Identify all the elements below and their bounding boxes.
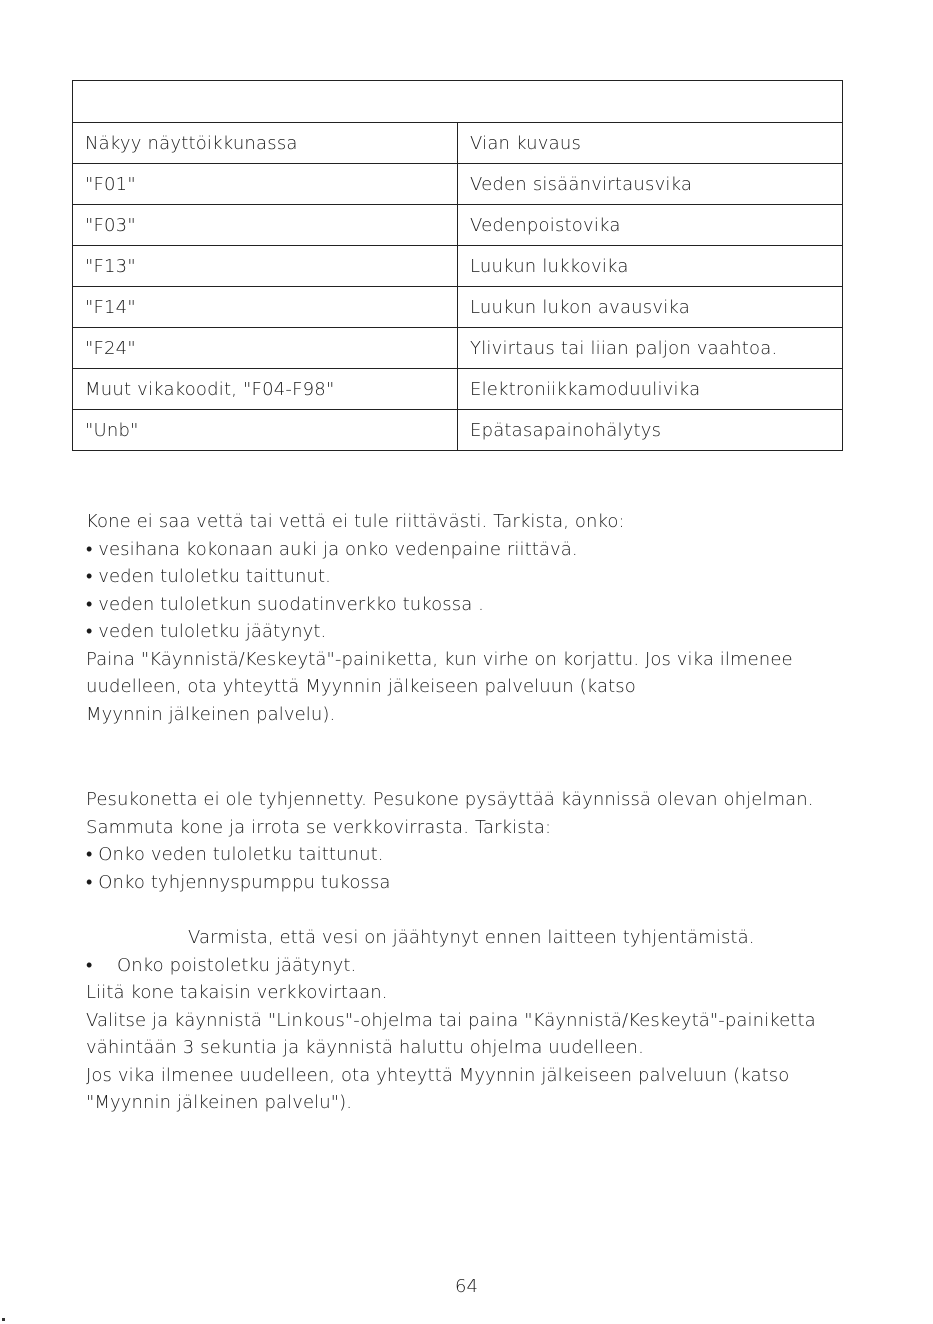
column-header-description: Vian kuvaus	[458, 123, 843, 164]
check-item: • veden tuloletku jäätynyt.	[86, 621, 327, 642]
error-code-cell: "F13"	[73, 246, 458, 287]
error-code-cell: "Unb"	[73, 410, 458, 451]
table-title-row	[73, 81, 843, 123]
bullet: •	[86, 954, 93, 976]
water-inlet-fault-section	[86, 508, 846, 728]
error-code-cell: "F24"	[73, 328, 458, 369]
instruction-line: Jos vika ilmenee uudelleen, ota yhteyttä Myynnin jälkeiseen palveluun (katso	[86, 1064, 790, 1086]
check-item: • veden tuloletku taittunut.	[86, 566, 331, 587]
error-code-cell: Muut vikakoodit, "F04-F98"	[73, 369, 458, 410]
drain-fault-continuation	[86, 924, 846, 1117]
check-item	[86, 952, 846, 980]
table-row	[73, 246, 843, 287]
table-row	[73, 328, 843, 369]
error-description-cell: Epätasapainohälytys	[458, 410, 843, 451]
instruction-line: Sammuta kone ja irrota se verkkovirrasta. Tarkista:	[86, 816, 552, 838]
check-item: • Onko tyhjennyspumppu tukossa	[86, 871, 391, 893]
section-intro: Pesukonetta ei ole tyhjennetty. Pesukone pysäyttää käynnissä olevan ohjelman.	[86, 789, 814, 810]
check-item: • Onko veden tuloletku taittunut.	[86, 844, 384, 865]
error-description-cell: Veden sisäänvirtausvika	[458, 164, 843, 205]
error-code-cell: "F14"	[73, 287, 458, 328]
instruction-line: Myynnin jälkeinen palvelu).	[86, 703, 336, 725]
column-header-display: Näkyy näyttöikkunassa	[73, 123, 458, 164]
scan-mark	[2, 1318, 5, 1321]
instruction-line: Liitä kone takaisin verkkovirtaan.	[86, 982, 388, 1003]
error-description-cell: Elektroniikkamoduulivika	[458, 369, 843, 410]
error-description-cell: Vedenpoistovika	[458, 205, 843, 246]
instruction-line: "Myynnin jälkeinen palvelu").	[86, 1092, 353, 1113]
check-item: • vesihana kokonaan auki ja onko vedenpaine riittävä.	[86, 538, 578, 560]
error-description-cell: Luukun lukon avausvika	[458, 287, 843, 328]
table-row	[73, 410, 843, 451]
check-item: • veden tuloletkun suodatinverkko tukossa .	[86, 593, 484, 615]
instruction-line: Paina "Käynnistä/Keskeytä"-painiketta, kun virhe on korjattu. Jos vika ilmenee	[86, 648, 793, 670]
warning-text: Varmista, että vesi on jäähtynyt ennen laitteen tyhjentämistä.	[188, 927, 755, 948]
error-code-table	[72, 80, 843, 451]
instruction-line: Valitse ja käynnistä "Linkous"-ohjelma tai paina "Käynnistä/Keskeytä"-painiketta	[86, 1009, 816, 1031]
instruction-line: uudelleen, ota yhteyttä Myynnin jälkeiseen palveluun (katso	[86, 676, 636, 697]
check-item-text: Onko poistoletku jäätynyt.	[117, 954, 357, 976]
error-description-cell: Ylivirtaus tai liian paljon vaahtoa.	[458, 328, 843, 369]
error-description-cell: Luukun lukkovika	[458, 246, 843, 287]
table-row	[73, 164, 843, 205]
table-header-row	[73, 123, 843, 164]
error-code-cell: "F01"	[73, 164, 458, 205]
instruction-line: vähintään 3 sekuntia ja käynnistä haluttu ohjelma uudelleen.	[86, 1037, 644, 1058]
table-row	[73, 287, 843, 328]
table-row	[73, 369, 843, 410]
table-row	[73, 205, 843, 246]
error-code-cell: "F03"	[73, 205, 458, 246]
section-intro: Kone ei saa vettä tai vettä ei tule riittävästi. Tarkista, onko:	[86, 511, 625, 532]
table-title	[73, 81, 843, 123]
drain-fault-section	[86, 786, 846, 896]
page-number: 64	[455, 1276, 478, 1297]
